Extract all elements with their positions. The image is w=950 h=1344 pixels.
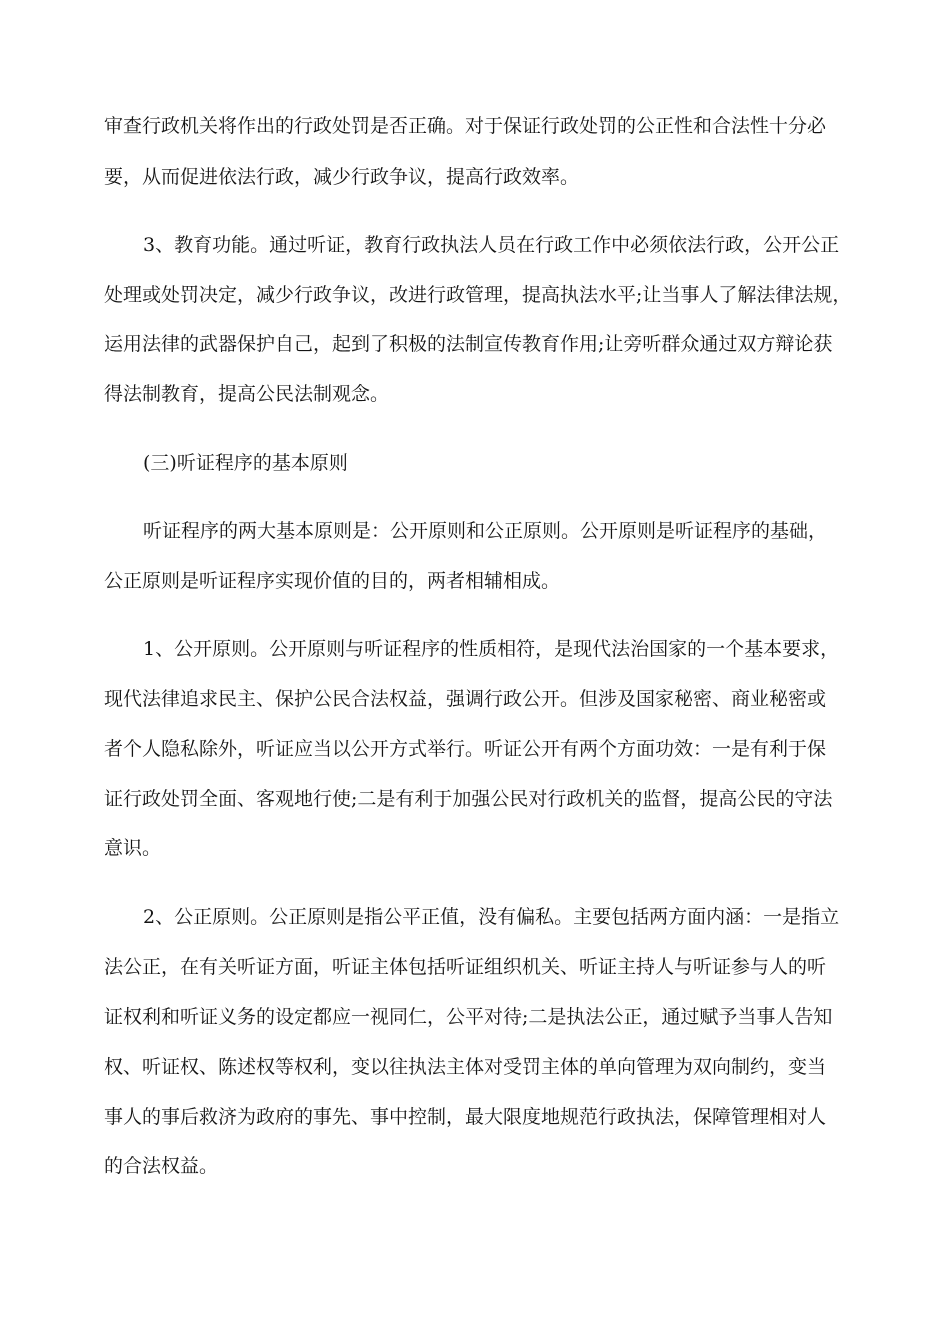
paragraph-line: 者个人隐私除外，听证应当以公开方式举行。听证公开有两个方面功效：一是有利于保 bbox=[104, 738, 827, 760]
paragraph-line: 3、教育功能。通过听证，教育行政执法人员在行政工作中必须依法行政，公开公正 bbox=[143, 234, 840, 256]
paragraph-line: 2、公正原则。公正原则是指公平正值，没有偏私。主要包括两方面内涵：一是指立 bbox=[143, 906, 840, 928]
paragraph-line: 事人的事后救济为政府的事先、事中控制，最大限度地规范行政执法，保障管理相对人 bbox=[104, 1106, 827, 1128]
paragraph-line: 得法制教育，提高公民法制观念。 bbox=[104, 383, 390, 405]
paragraph-line: 法公正，在有关听证方面，听证主体包括听证组织机关、听证主持人与听证参与人的听 bbox=[104, 956, 827, 978]
paragraph-line: 现代法律追求民主、保护公民合法权益，强调行政公开。但涉及国家秘密、商业秘密或 bbox=[104, 688, 827, 710]
paragraph-line: 审查行政机关将作出的行政处罚是否正确。对于保证行政处罚的公正性和合法性十分必 bbox=[104, 115, 827, 137]
paragraph-line: 1、公开原则。公开原则与听证程序的性质相符，是现代法治国家的一个基本要求， bbox=[143, 638, 840, 660]
paragraph-line: 权、听证权、陈述权等权利，变以往执法主体对受罚主体的单向管理为双向制约，变当 bbox=[104, 1056, 827, 1078]
paragraph-line: 证行政处罚全面、客观地行使;二是有利于加强公民对行政机关的监督，提高公民的守法 bbox=[104, 788, 833, 810]
paragraph-line: 意识。 bbox=[104, 837, 162, 859]
paragraph-line: 运用法律的武器保护自己，起到了积极的法制宣传教育作用;让旁听群众通过双方辩论获 bbox=[104, 333, 833, 355]
paragraph-line: 处理或处罚决定，减少行政争议，改进行政管理，提高执法水平;让当事人了解法律法规， bbox=[104, 284, 852, 306]
paragraph-line: 听证程序的两大基本原则是：公开原则和公正原则。公开原则是听证程序的基础， bbox=[143, 520, 828, 542]
paragraph-line: 的合法权益。 bbox=[104, 1155, 219, 1177]
paragraph-line: 公正原则是听证程序实现价值的目的，两者相辅相成。 bbox=[104, 570, 561, 592]
paragraph-line: 要，从而促进依法行政，减少行政争议，提高行政效率。 bbox=[104, 166, 580, 188]
section-heading: (三)听证程序的基本原则 bbox=[143, 452, 348, 474]
paragraph-line: 证权利和听证义务的设定都应一视同仁，公平对待;二是执法公正，通过赋予当事人告知 bbox=[104, 1006, 833, 1028]
